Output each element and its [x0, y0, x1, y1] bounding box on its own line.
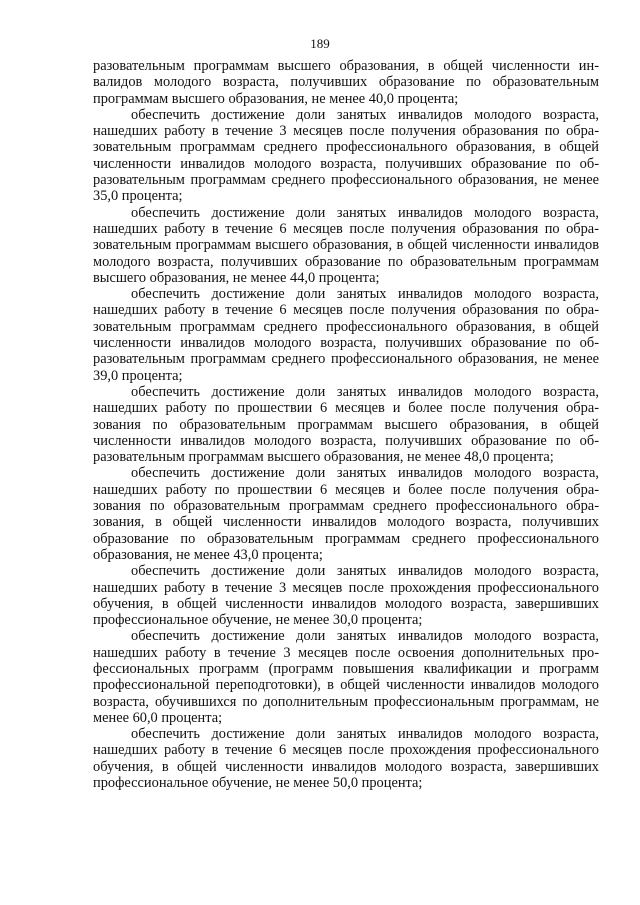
paragraph: обеспечить достижение доли занятых инвалидов молодого возраста, нашедших работу в течение 6 месяцев после прохождения профессионального обучения, в общей численности инвалидов молодого возраста, завершивших профессиональное обучение, не менее 50,0 процента;	[93, 726, 599, 792]
paragraph: обеспечить достижение доли занятых инвалидов молодого возраста, нашедших работу в течение 3 месяцев после освоения дополнительных профессиональных программ (программ повышения квалификации и программ профессиональной переподготовки), в общей численности инвалидов молодого возраста, обучившихся по дополнительным профессиональным программам, не менее 60,0 процента;	[93, 628, 599, 726]
paragraph-continued: разовательным программам высшего образования, в общей численности инвалидов молодого возраста, получивших образование по образовательным программам высшего образования, не менее 40,0 процента;	[93, 58, 599, 107]
paragraph: обеспечить достижение доли занятых инвалидов молодого возраста, нашедших работу по прошествии 6 месяцев и более после получения образования по образовательным программам высшего образования, в общей численности инвалидов молодого возраста, получивших образование по образовательным программам высшего образования, не менее 48,0 процента;	[93, 383, 599, 466]
paragraph: обеспечить достижение доли занятых инвалидов молодого возраста, нашедших работу в течение 3 месяцев после прохождения профессионального обучения, в общей численности инвалидов молодого возраста, завершивших профессиональное обучение, не менее 30,0 процента;	[93, 563, 599, 629]
paragraph: обеспечить достижение доли занятых инвалидов молодого возраста, нашедших работу в течение 6 месяцев после получения образования по образовательным программам высшего образования, в общей численности инвалидов молодого возраста, получивших образование по образовательным программам высшего образования, не менее 44,0 процента;	[93, 204, 599, 286]
document-body	[93, 58, 599, 791]
page-number: 189	[310, 36, 330, 51]
paragraph: обеспечить достижение доли занятых инвалидов молодого возраста, нашедших работу по прошествии 6 месяцев и более после получения образования по образовательным программам среднего профессионального образования, в общей численности инвалидов молодого возраста, получивших образование по образовательным программам среднего профессионального образования, не менее 43,0 процента;	[93, 465, 599, 563]
paragraph: обеспечить достижение доли занятых инвалидов молодого возраста, нашедших работу в течение 6 месяцев после получения образования по образовательным программам среднего профессионального образования, в общей численности инвалидов молодого возраста, получивших образование по образовательным программам среднего профессионального образования, не менее 39,0 процента;	[93, 286, 599, 384]
paragraph: обеспечить достижение доли занятых инвалидов молодого возраста, нашедших работу в течение 3 месяцев после получения образования по образовательным программам среднего профессионального образования, в общей численности инвалидов молодого возраста, получивших образование по образовательным программам среднего профессионального образования, не менее 35,0 процента;	[93, 106, 599, 205]
